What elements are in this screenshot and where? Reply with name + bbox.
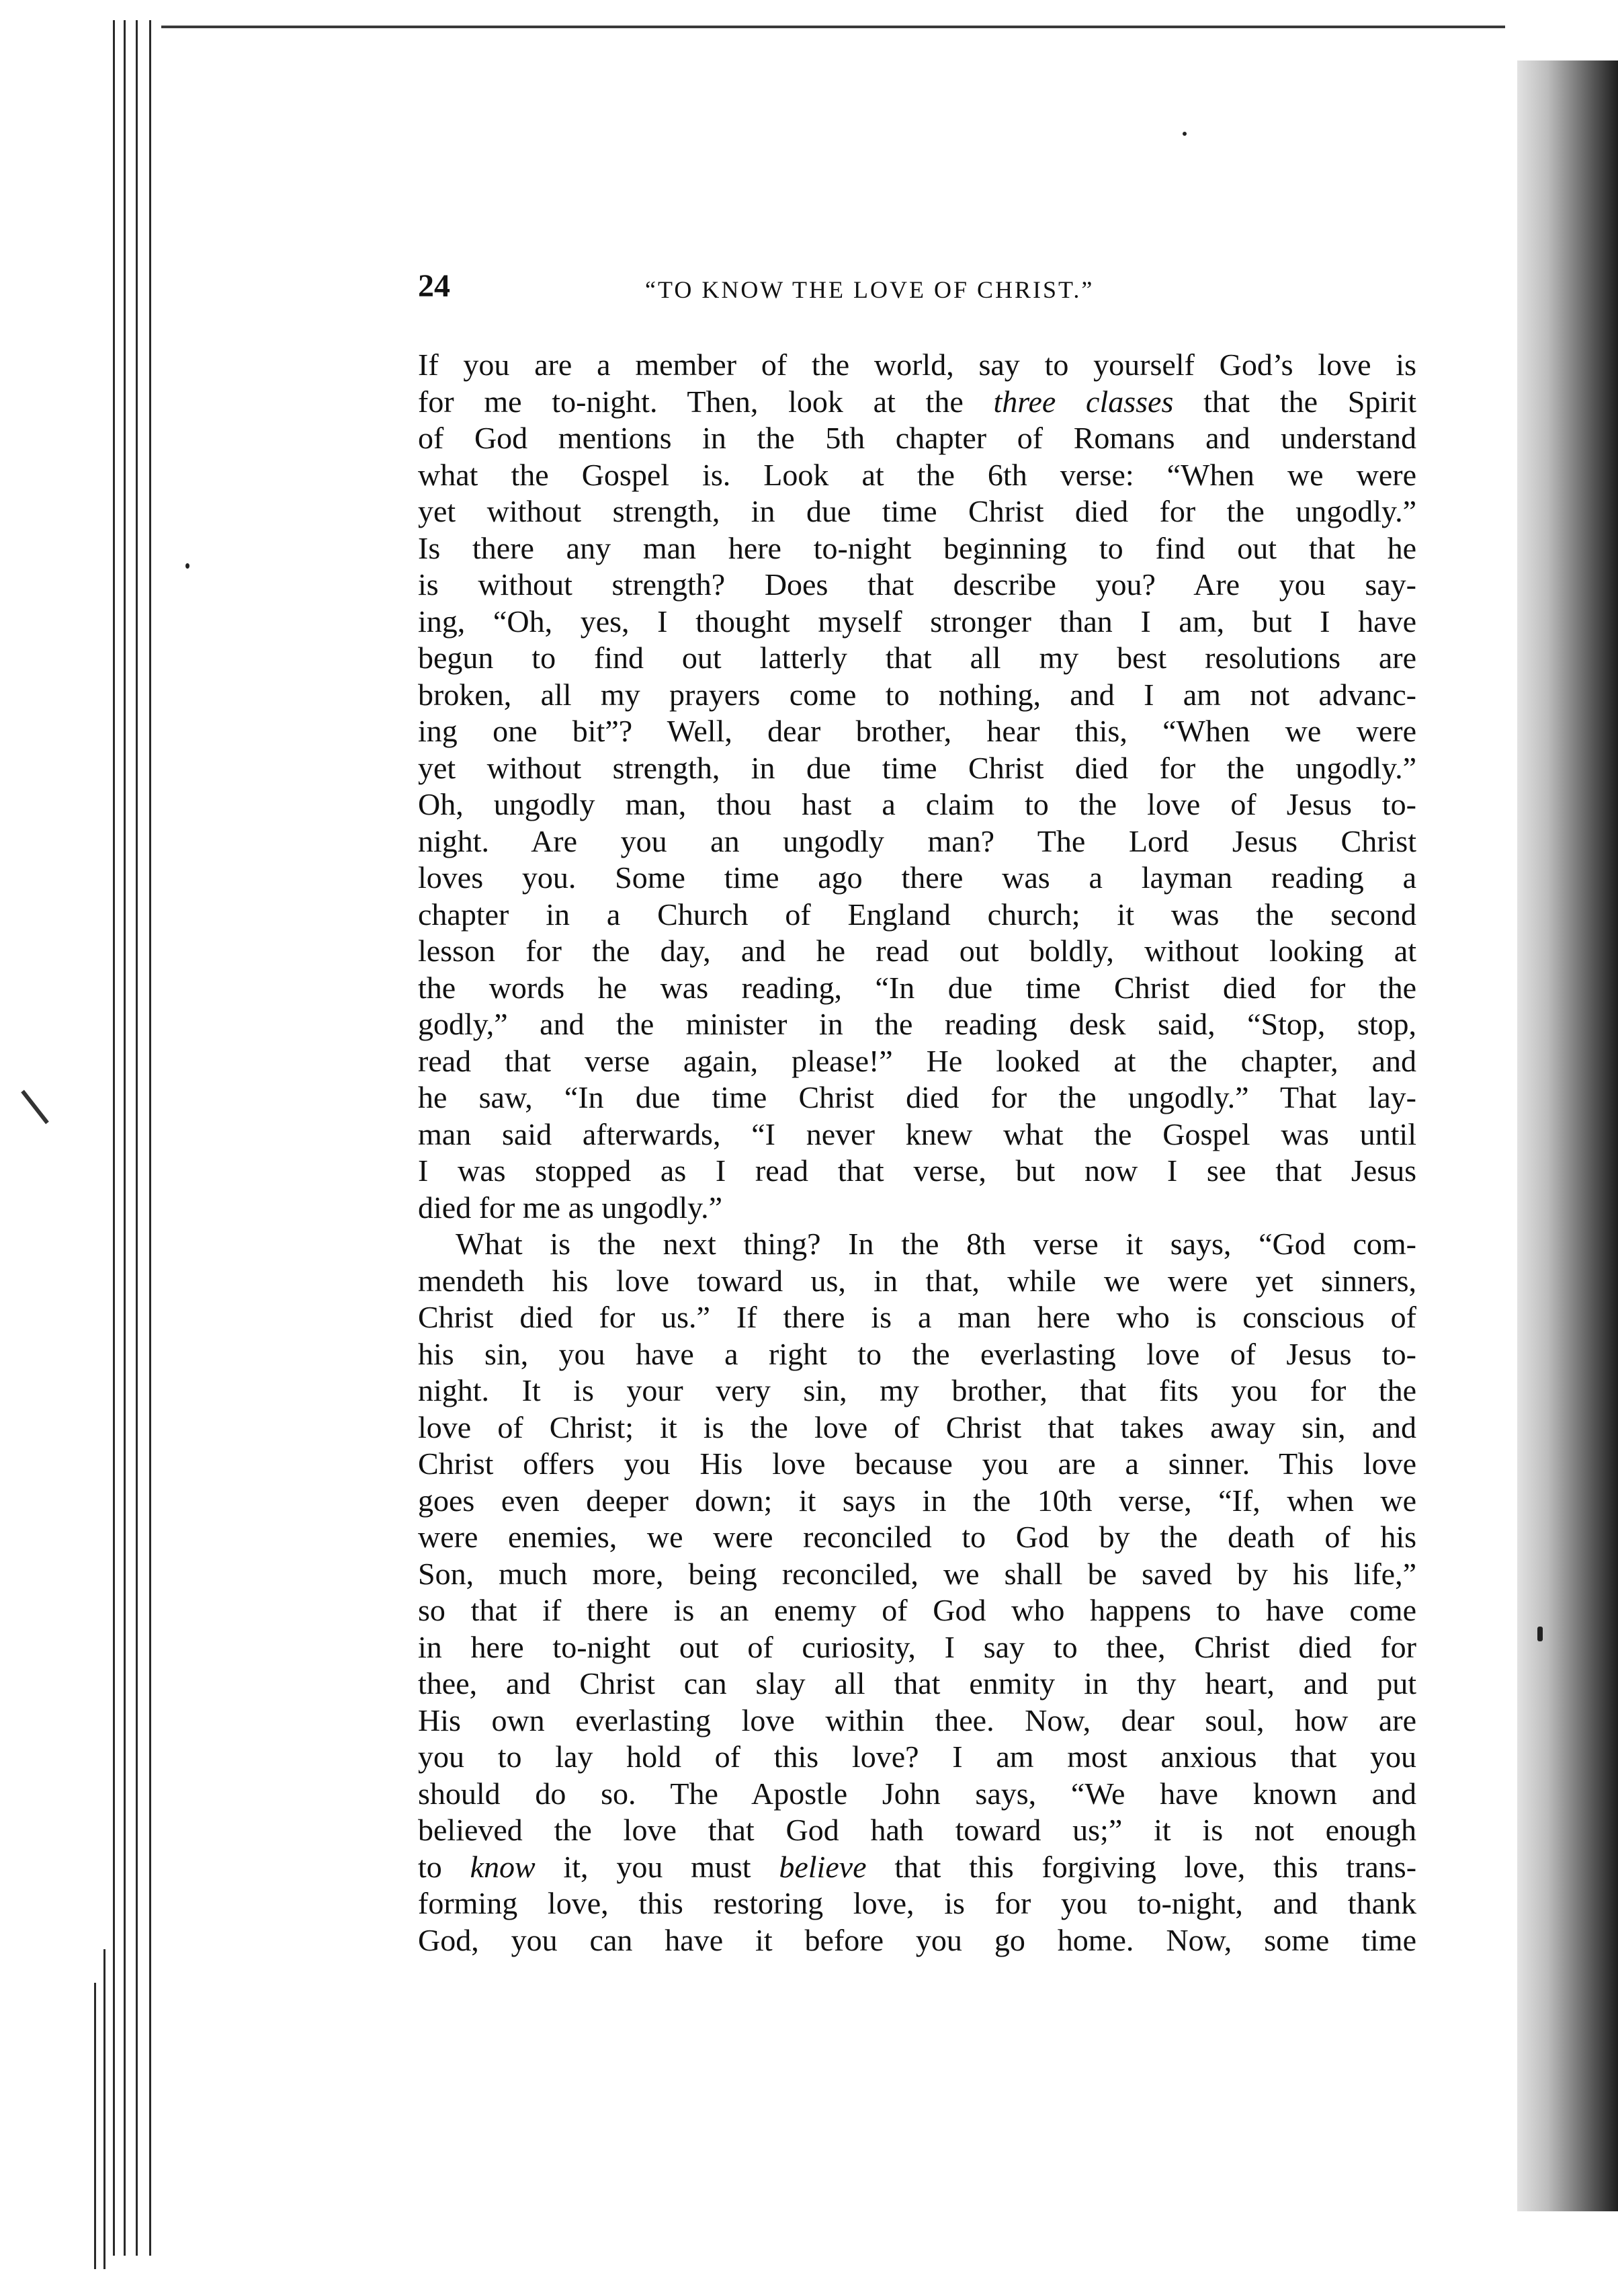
text-line: believed the love that God hath toward us;” it is not enough: [418, 1813, 1416, 1847]
page-edge-line: [103, 1949, 105, 2269]
text-line: loves you. Some time ago there was a layman reading a: [418, 860, 1416, 895]
italic-word: know: [470, 1849, 536, 1884]
text-line: should do so. The Apostle John says, “We have known and: [418, 1776, 1416, 1811]
text-line: love of Christ; it is the love of Christ that takes away sin, and: [418, 1409, 1416, 1444]
text-line: broken, all my prayers come to nothing, and I am not advanc-: [418, 677, 1416, 712]
text-line: If you are a member of the world, say to yourself God’s love is: [418, 347, 1416, 382]
text-line: Christ offers you His love because you are a sinner. This love: [418, 1446, 1416, 1481]
speck: [1537, 1627, 1543, 1641]
text-line: night. It is your very sin, my brother, that fits you for the: [418, 1373, 1416, 1407]
text-fragment: it, you must: [535, 1849, 779, 1884]
text-line: his sin, you have a right to the everlasting love of Jesus to-: [418, 1336, 1416, 1371]
text-line: [418, 384, 1416, 421]
text-line: I was stopped as I read that verse, but now I see that Jesus: [418, 1153, 1416, 1188]
text-line: Son, much more, being reconciled, we shall be saved by his life,”: [418, 1556, 1416, 1591]
text-line: read that verse again, please!” He looked at the chapter, and: [418, 1043, 1416, 1078]
right-page-edge-shadow: [1517, 60, 1618, 2211]
text-line: man said afterwards, “I never knew what the Gospel was until: [418, 1116, 1416, 1151]
text-line: what the Gospel is. Look at the 6th verse: “When we were: [418, 457, 1416, 492]
text-line: night. Are you an ungodly man? The Lord Jesus Christ: [418, 823, 1416, 858]
text-line: of God mentions in the 5th chapter of Romans and understand: [418, 421, 1416, 455]
text-fragment: for me to-night. Then, look at the: [418, 384, 994, 419]
text-line: he saw, “In due time Christ died for the ungodly.” That lay-: [418, 1080, 1416, 1114]
text-line: begun to find out latterly that all my best resolutions are: [418, 641, 1416, 675]
italic-word: believe: [779, 1849, 867, 1884]
text-fragment: that this forgiving love, this trans-: [866, 1849, 1417, 1884]
text-line: in here to-night out of curiosity, I say to thee, Christ died for: [418, 1629, 1416, 1664]
page-edge-line: [149, 20, 151, 2256]
text-line: died for me as ungodly.”: [418, 1190, 723, 1225]
text-line: were enemies, we were reconciled to God by the death of his: [418, 1520, 1416, 1554]
running-head: “TO KNOW THE LOVE OF CHRIST.”: [645, 276, 1095, 303]
page-number: 24: [418, 268, 450, 304]
page-edge-line: [94, 1983, 96, 2269]
speck: [1183, 132, 1187, 136]
speck: [185, 563, 189, 569]
text-line: is without strength? Does that describe you? Are you say-: [418, 567, 1416, 602]
text-line: so that if there is an enemy of God who happens to have come: [418, 1593, 1416, 1627]
text-line: yet without strength, in due time Christ died for the ungodly.”: [418, 494, 1416, 528]
text-fragment: to: [418, 1849, 470, 1884]
text-line: mendeth his love toward us, in that, while we were yet sinners,: [418, 1263, 1416, 1298]
text-line: goes even deeper down; it says in the 10th verse, “If, when we: [418, 1483, 1416, 1518]
text-line: thee, and Christ can slay all that enmity in thy heart, and put: [418, 1666, 1416, 1700]
text-line: the words he was reading, “In due time Christ died for the: [418, 970, 1416, 1005]
text-line: [418, 1849, 1416, 1886]
text-line: ing one bit”? Well, dear brother, hear this, “When we were: [418, 714, 1416, 748]
stacked-page-edges: [0, 0, 175, 2296]
page-edge-line: [124, 20, 126, 2256]
text-line: Oh, ungodly man, thou hast a claim to the love of Jesus to-: [418, 787, 1416, 821]
text-line: yet without strength, in due time Christ died for the ungodly.”: [418, 750, 1416, 785]
page-edge-line: [136, 20, 138, 2256]
text-line: lesson for the day, and he read out boldly, without looking at: [418, 934, 1416, 968]
text-line: Christ died for us.” If there is a man here who is conscious of: [418, 1300, 1416, 1334]
text-line: ing, “Oh, yes, I thought myself stronger than I am, but I have: [418, 604, 1416, 639]
text-line: God, you can have it before you go home. Now, some time: [418, 1922, 1416, 1957]
text-line: forming love, this restoring love, is for you to-night, and thank: [418, 1886, 1416, 1920]
text-line: Is there any man here to-night beginning to find out that he: [418, 530, 1416, 565]
italic-phrase: three classes: [993, 384, 1174, 419]
text-line: His own everlasting love within thee. Now, dear soul, how are: [418, 1703, 1416, 1737]
text-line: chapter in a Church of England church; it was the second: [418, 897, 1416, 932]
scan-top-edge: [161, 26, 1505, 28]
text-line: godly,” and the minister in the reading desk said, “Stop, stop,: [418, 1007, 1416, 1041]
text-fragment: that the Spirit: [1173, 384, 1416, 419]
page-edge-line: [113, 20, 115, 2256]
text-line: What is the next thing? In the 8th verse it says, “God com-: [456, 1227, 1416, 1261]
body-text: [418, 347, 1416, 1959]
text-line: you to lay hold of this love? I am most anxious that you: [418, 1739, 1416, 1774]
